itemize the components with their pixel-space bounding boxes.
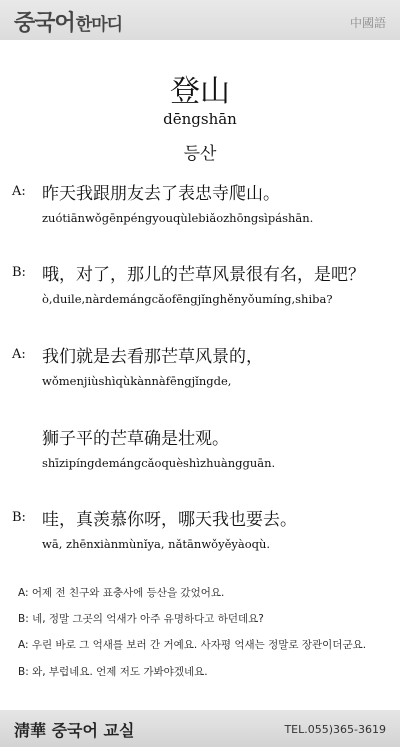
- header-bar: [0, 0, 400, 40]
- lesson-title: 登山: [170, 74, 230, 109]
- translation-line: A: 어제 전 친구와 표충사에 등산을 갔었어요.: [18, 587, 225, 599]
- dialogue-chinese: 狮子平的芒草确是壮观。: [42, 429, 229, 449]
- dialogue-pinyin: wā, zhēnxiànmùnǐya, nǎtānwǒyěyàoqù.: [42, 537, 271, 551]
- dialogue-chinese: 哇，真羡慕你呀，哪天我也要去。: [42, 510, 297, 530]
- dialogue-speaker: A:: [12, 347, 26, 362]
- header-tag: 中國語: [349, 16, 386, 30]
- dialogue-speaker: B:: [12, 510, 26, 525]
- brand-big: 중국어: [14, 11, 75, 36]
- dialogue-chinese: 昨天我跟朋友去了表忠寺爬山。: [42, 184, 280, 204]
- dialogue-pinyin: shīzipíngdemángcǎoquèshìzhuàngguān.: [42, 456, 276, 470]
- dialogue-speaker: B:: [12, 265, 26, 280]
- dialogue-pinyin: ò,duile,nàrdemángcǎofēngjǐnghěnyǒumíng,shiba?: [42, 292, 333, 306]
- dialogue-pinyin: zuótiānwǒgēnpéngyouqùlebiǎozhōngsìpáshān.: [42, 211, 314, 225]
- lesson-title-pinyin: dēngshān: [163, 110, 237, 128]
- translation-line: A: 우린 바로 그 억새를 보러 간 거예요. 사자평 억새는 정말로 장관이더군요.: [18, 639, 367, 651]
- footer-bar: [0, 710, 400, 747]
- brand-small: 한마디: [75, 15, 123, 35]
- translation-line: B: 와, 부럽네요. 언제 저도 가봐야겠네요.: [18, 666, 208, 678]
- dialogue-chinese: 哦，对了，那儿的芒草风景很有名，是吧？: [42, 265, 365, 285]
- translation-line: B: 네, 정말 그곳의 억새가 아주 유명하다고 하던데요?: [18, 613, 264, 625]
- footer-phone: TEL.055)365-3619: [284, 723, 386, 736]
- footer-school-name: 淸華 중국어 교실: [14, 721, 135, 740]
- dialogue-chinese: 我们就是去看那芒草风景的，: [42, 347, 263, 367]
- dialogue-speaker: A:: [12, 184, 26, 199]
- brand-logo: [14, 6, 122, 37]
- lesson-title-korean: 등산: [183, 144, 217, 164]
- dialogue-pinyin: wǒmenjiùshìqùkànnàfēngjǐngde,: [42, 374, 232, 388]
